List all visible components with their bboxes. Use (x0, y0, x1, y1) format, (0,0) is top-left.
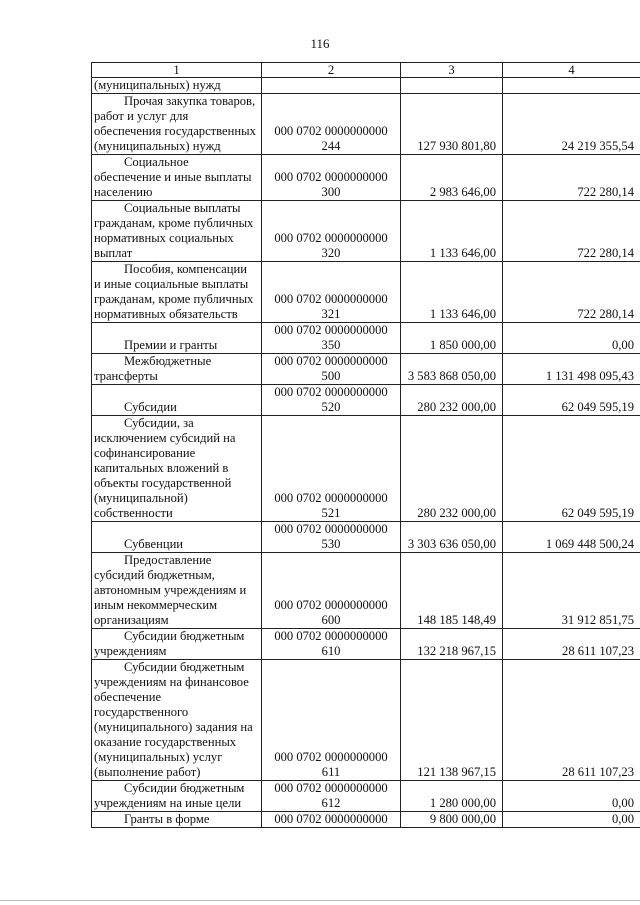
row-name-line: Социальные выплаты (124, 201, 241, 215)
row-code-cell (262, 812, 401, 828)
row-name-line: Субсидии, за (124, 416, 194, 430)
row-name-line: (муниципальной) (94, 491, 188, 505)
row-name-line (94, 385, 259, 400)
row-code-cell (262, 553, 401, 629)
row-amount-col4: 1 131 498 095,43 (503, 354, 640, 385)
row-name-cell (92, 323, 262, 354)
row-amount-col4: 722 280,14 (503, 201, 640, 262)
row-code-cell (262, 78, 401, 94)
row-code-line: 520 (321, 400, 341, 414)
row-name-line: учреждениям (94, 644, 167, 658)
row-code-line: 611 (321, 765, 341, 779)
row-amount-col3: 1 850 000,00 (401, 323, 503, 354)
row-amount-col3: 3 583 868 050,00 (401, 354, 503, 385)
row-name-line: учреждениям на иные цели (94, 796, 242, 810)
row-code-line: 000 0702 0000000000 (274, 629, 388, 643)
row-name-line: (муниципальных) нужд (94, 139, 221, 153)
row-code-cell (262, 354, 401, 385)
row-code-cell (262, 522, 401, 553)
row-code-cell (262, 262, 401, 323)
row-name-line: объекты государственной (94, 476, 232, 490)
row-name-cell (92, 416, 262, 522)
row-code-line: 000 0702 0000000000 (274, 781, 388, 795)
row-name-line: капитальных вложений в (94, 461, 229, 475)
row-amount-col4 (503, 78, 640, 94)
row-name-cell (92, 553, 262, 629)
row-name-cell (92, 201, 262, 262)
table-row (92, 94, 640, 155)
row-code-cell (262, 385, 401, 416)
row-code-cell (262, 629, 401, 660)
row-amount-col3: 1 133 646,00 (401, 262, 503, 323)
row-name-cell (92, 385, 262, 416)
row-name-line: исключением субсидий на (94, 431, 236, 445)
row-name-line: трансферты (94, 369, 158, 383)
table-row (92, 781, 640, 812)
row-name-line: автономным учреждениям и (94, 583, 247, 597)
row-code-line: 610 (321, 644, 341, 658)
row-name-cell (92, 522, 262, 553)
table-row (92, 155, 640, 201)
row-name-line: нормативных обязательств (94, 307, 238, 321)
row-amount-col3: 280 232 000,00 (401, 416, 503, 522)
row-amount-col3: 1 133 646,00 (401, 201, 503, 262)
row-amount-col3: 148 185 148,49 (401, 553, 503, 629)
row-code-line: 000 0702 0000000000 (274, 385, 388, 399)
row-code-line: 320 (321, 246, 341, 260)
row-code-line: 000 0702 0000000000 (274, 750, 388, 764)
row-code-line: 000 0702 0000000000 (274, 231, 388, 245)
row-name-line: (муниципальных) нужд (94, 78, 221, 92)
row-code-line: 000 0702 0000000000 (274, 354, 388, 368)
row-amount-col4: 722 280,14 (503, 155, 640, 201)
column-header-3: 3 (401, 63, 503, 78)
row-name-cell (92, 354, 262, 385)
row-amount-col4: 722 280,14 (503, 262, 640, 323)
row-name-cell (92, 660, 262, 781)
page-number: 116 (310, 36, 330, 51)
row-name-cell (92, 781, 262, 812)
table-row (92, 629, 640, 660)
row-code-line: 600 (321, 613, 341, 627)
row-code-cell (262, 155, 401, 201)
row-name-line: населению (94, 185, 153, 199)
row-code-line: 244 (321, 139, 341, 153)
row-name-line: (выполнение работ) (94, 765, 201, 779)
row-name-line: (муниципального) задания на (94, 720, 253, 734)
row-name-line: государственного (94, 705, 189, 719)
row-amount-col4: 31 912 851,75 (503, 553, 640, 629)
row-code-line: 612 (321, 796, 341, 810)
table-row (92, 416, 640, 522)
budget-table (91, 62, 640, 828)
table-row (92, 812, 640, 828)
row-amount-col3 (401, 78, 503, 94)
row-name-line: Субвенции (124, 537, 184, 551)
row-amount-col3: 127 930 801,80 (401, 94, 503, 155)
row-name-line: Гранты в форме (124, 812, 210, 826)
row-code-line: 000 0702 0000000000 (274, 812, 388, 826)
row-name-line: Прочая закупка товаров, (124, 94, 256, 108)
row-name-line: Субсидии (124, 400, 177, 414)
row-amount-col3: 3 303 636 050,00 (401, 522, 503, 553)
row-code-line: 000 0702 0000000000 (274, 292, 388, 306)
row-code-line: 300 (321, 185, 341, 199)
row-name-line: Премии и гранты (124, 338, 218, 352)
row-amount-col4: 0,00 (503, 812, 640, 828)
row-code-cell (262, 781, 401, 812)
row-amount-col3: 2 983 646,00 (401, 155, 503, 201)
table-header (92, 63, 640, 78)
table-row (92, 78, 640, 94)
row-code-cell (262, 323, 401, 354)
row-code-cell (262, 660, 401, 781)
row-amount-col4: 28 611 107,23 (503, 660, 640, 781)
row-name-line (94, 522, 259, 537)
row-name-line: Социальное (124, 155, 189, 169)
row-amount-col4: 1 069 448 500,24 (503, 522, 640, 553)
row-name-line: работ и услуг для (94, 109, 189, 123)
row-name-line: Субсидии бюджетным (124, 629, 245, 643)
row-name-line: обеспечения государственных (94, 124, 256, 138)
row-name-line: и иные социальные выплаты (94, 277, 249, 291)
column-header-2: 2 (262, 63, 401, 78)
row-name-line: Предоставление (124, 553, 212, 567)
table-row (92, 354, 640, 385)
row-amount-col4: 62 049 595,19 (503, 416, 640, 522)
row-name-line: субсидий бюджетным, (94, 568, 215, 582)
row-code-line: 530 (321, 537, 341, 551)
row-name-line: гражданам, кроме публичных (94, 216, 254, 230)
row-code-cell (262, 416, 401, 522)
row-amount-col3: 280 232 000,00 (401, 385, 503, 416)
row-name-line: обеспечение и иные выплаты (94, 170, 252, 184)
table-row (92, 262, 640, 323)
row-code-cell (262, 201, 401, 262)
row-name-cell (92, 155, 262, 201)
table-row (92, 522, 640, 553)
row-name-line: выплат (94, 246, 133, 260)
row-name-cell (92, 812, 262, 828)
row-code-line: 000 0702 0000000000 (274, 323, 388, 337)
row-amount-col3: 1 280 000,00 (401, 781, 503, 812)
row-name-line: обеспечение (94, 690, 162, 704)
table-row (92, 201, 640, 262)
table-row (92, 553, 640, 629)
row-code-cell (262, 94, 401, 155)
row-name-line (94, 323, 259, 338)
row-name-cell (92, 629, 262, 660)
row-code-line: 000 0702 0000000000 (274, 170, 388, 184)
row-name-line: иным некоммерческим (94, 598, 218, 612)
row-code-line: 500 (321, 369, 341, 383)
row-name-line: Межбюджетные (124, 354, 212, 368)
row-name-line: учреждениям на финансовое (94, 675, 249, 689)
row-name-line: собственности (94, 506, 173, 520)
row-name-line: софинансирование (94, 446, 196, 460)
column-header-4: 4 (503, 63, 640, 78)
row-code-line: 000 0702 0000000000 (274, 522, 388, 536)
row-amount-col3: 121 138 967,15 (401, 660, 503, 781)
row-name-line: организациям (94, 613, 169, 627)
row-amount-col4: 28 611 107,23 (503, 629, 640, 660)
row-code-line: 350 (321, 338, 341, 352)
page-bottom-rule (0, 900, 640, 901)
row-code-line: 000 0702 0000000000 (274, 598, 388, 612)
row-name-cell (92, 262, 262, 323)
row-name-line: (муниципальных) услуг (94, 750, 223, 764)
row-name-line: Пособия, компенсации (124, 262, 247, 276)
row-code-line: 321 (321, 307, 341, 321)
row-amount-col4: 62 049 595,19 (503, 385, 640, 416)
row-code-line: 000 0702 0000000000 (274, 491, 388, 505)
row-amount-col4: 0,00 (503, 323, 640, 354)
row-name-cell (92, 78, 262, 94)
table-row (92, 660, 640, 781)
row-name-line: гражданам, кроме публичных (94, 292, 254, 306)
row-amount-col3: 132 218 967,15 (401, 629, 503, 660)
row-code-line: 521 (321, 506, 341, 520)
row-amount-col4: 24 219 355,54 (503, 94, 640, 155)
column-header-1: 1 (92, 63, 262, 78)
row-name-line: Субсидии бюджетным (124, 781, 245, 795)
row-code-line: 000 0702 0000000000 (274, 124, 388, 138)
table-row (92, 385, 640, 416)
row-amount-col4: 0,00 (503, 781, 640, 812)
table-row (92, 323, 640, 354)
row-name-cell (92, 94, 262, 155)
table-body (92, 78, 640, 828)
row-name-line: оказание государственных (94, 735, 237, 749)
row-name-line: Субсидии бюджетным (124, 660, 245, 674)
row-name-line: нормативных социальных (94, 231, 234, 245)
row-amount-col3: 9 800 000,00 (401, 812, 503, 828)
